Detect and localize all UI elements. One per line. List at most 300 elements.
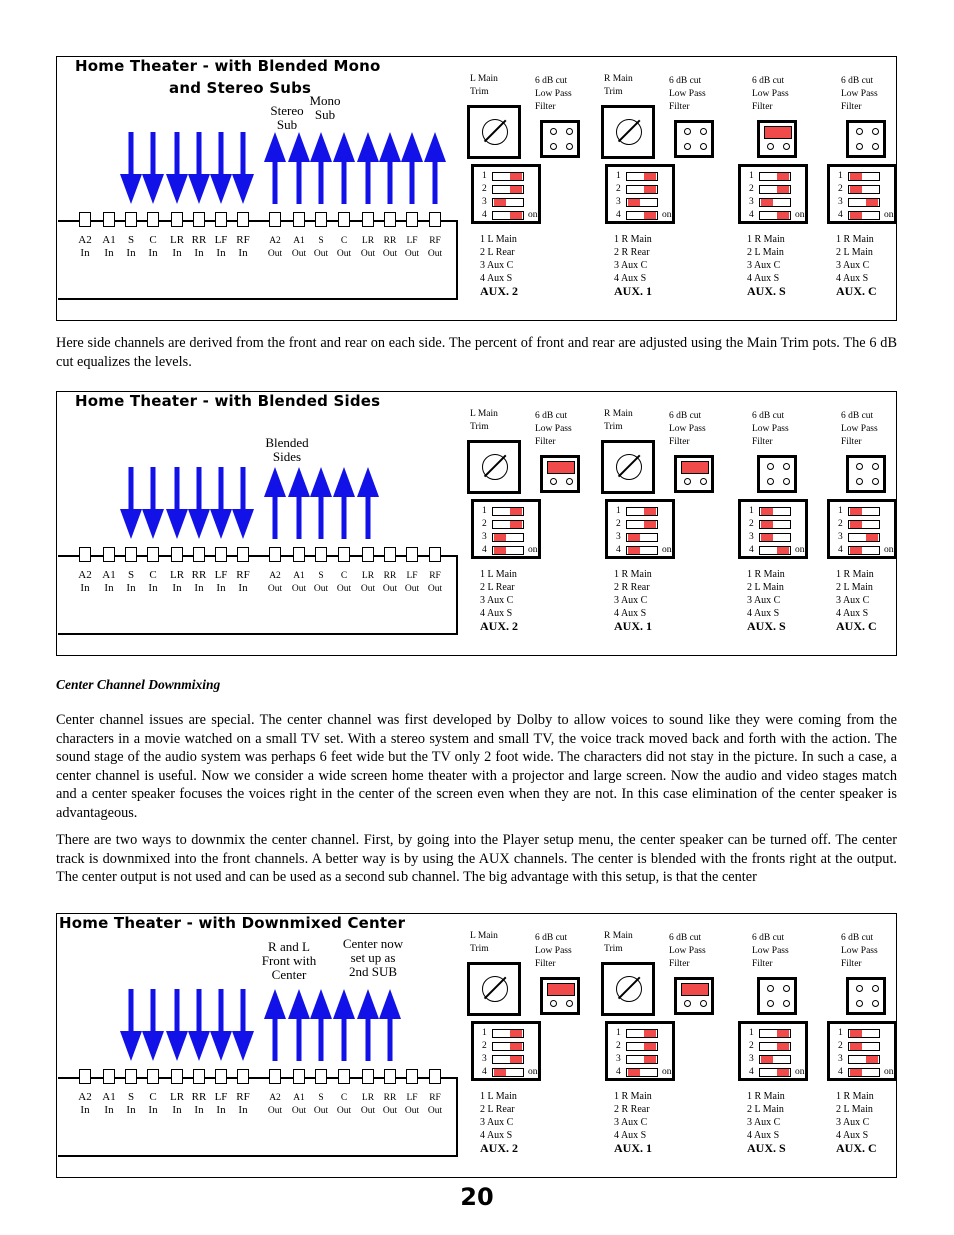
- filter-label-line: Filter: [535, 102, 556, 112]
- dip-toggle[interactable]: [759, 172, 791, 181]
- dip-number: 2: [482, 1041, 487, 1051]
- r-main-trim-pot[interactable]: [601, 105, 655, 159]
- diagram-note-line: Sub: [276, 117, 298, 132]
- dip-toggle[interactable]: [492, 520, 524, 529]
- input-jack-label: [187, 234, 211, 260]
- low-pass-filter-jumper[interactable]: [846, 977, 886, 1015]
- output-jack-label: [287, 1092, 311, 1118]
- filter-label-line: 6 dB cut: [669, 76, 702, 86]
- dip-toggle[interactable]: [759, 1042, 791, 1051]
- dip-toggle[interactable]: [626, 1055, 658, 1064]
- input-arrow-head: [210, 174, 232, 204]
- output-jack[interactable]: [362, 212, 374, 227]
- low-pass-filter-jumper[interactable]: [674, 120, 714, 158]
- dip-switch[interactable]: [827, 499, 897, 559]
- output-word: Out: [267, 249, 283, 259]
- dip-toggle[interactable]: [626, 1029, 658, 1038]
- low-pass-filter-jumper[interactable]: [757, 977, 797, 1015]
- dip-toggle-red: [644, 212, 656, 219]
- dip-toggle[interactable]: [759, 1055, 791, 1064]
- dip-toggle[interactable]: [848, 1029, 880, 1038]
- input-word: In: [216, 1104, 226, 1116]
- output-jack[interactable]: [269, 1069, 281, 1084]
- output-word: Out: [427, 249, 443, 259]
- r-main-trim-pot[interactable]: [601, 962, 655, 1016]
- dip-number: 1: [616, 506, 621, 516]
- output-word: Out: [382, 1106, 398, 1116]
- dip-on-label: on: [528, 1067, 538, 1077]
- output-jack-label: [356, 235, 380, 261]
- output-arrow-head: [333, 132, 355, 162]
- input-word: In: [194, 582, 204, 594]
- filter-label-line: Low Pass: [752, 946, 789, 956]
- input-jack-label: [73, 234, 97, 260]
- dip-toggle[interactable]: [626, 533, 658, 542]
- aux-mapping-line: 2 L Main: [836, 1104, 873, 1115]
- input-arrow-head: [232, 509, 254, 539]
- dip-toggle[interactable]: [848, 1042, 880, 1051]
- dip-on-label: on: [884, 210, 894, 220]
- output-word: Out: [404, 1106, 420, 1116]
- dip-toggle-red: [761, 199, 773, 206]
- dip-toggle-red: [850, 521, 862, 528]
- dip-toggle[interactable]: [626, 520, 658, 529]
- dip-toggle-red: [628, 547, 640, 554]
- dip-switch[interactable]: [605, 1021, 675, 1081]
- dip-toggle-red: [644, 508, 656, 515]
- input-jack[interactable]: [215, 547, 227, 562]
- output-jack[interactable]: [315, 1069, 327, 1084]
- output-arrow-head: [424, 132, 446, 162]
- dip-toggle-red: [510, 1056, 522, 1063]
- output-arrow-head: [357, 132, 379, 162]
- input-jack-label: [187, 1091, 211, 1117]
- input-word: In: [104, 247, 114, 259]
- dip-toggle[interactable]: [848, 533, 880, 542]
- input-jack[interactable]: [171, 1069, 183, 1084]
- low-pass-filter-label: [535, 75, 572, 114]
- dip-number: 4: [838, 210, 843, 220]
- jumper-pin: [700, 128, 707, 135]
- dip-toggle[interactable]: [848, 211, 880, 220]
- dip-on-label: on: [795, 545, 805, 555]
- aux-mapping-line: 3 Aux C: [836, 1117, 870, 1128]
- input-arrow-head: [166, 509, 188, 539]
- output-jack[interactable]: [429, 547, 441, 562]
- output-jack[interactable]: [406, 1069, 418, 1084]
- dip-switch[interactable]: [471, 1021, 541, 1081]
- filter-label-line: 6 dB cut: [669, 933, 702, 943]
- aux-mapping-line: 1 L Main: [480, 234, 517, 245]
- dip-toggle[interactable]: [626, 211, 658, 220]
- pot-dial: [482, 976, 508, 1002]
- input-jack[interactable]: [125, 1069, 137, 1084]
- dip-toggle[interactable]: [492, 1042, 524, 1051]
- output-arrow-head: [357, 989, 379, 1019]
- output-jack[interactable]: [269, 212, 281, 227]
- input-jack-label: [209, 234, 233, 260]
- dip-number: 3: [616, 197, 621, 207]
- dip-toggle[interactable]: [848, 172, 880, 181]
- filter-label-line: Filter: [841, 959, 862, 969]
- aux-channel-mapping: [614, 568, 652, 633]
- input-jack[interactable]: [125, 547, 137, 562]
- dip-toggle[interactable]: [759, 185, 791, 194]
- low-pass-filter-label: [841, 932, 878, 971]
- low-pass-filter-jumper[interactable]: [540, 977, 580, 1015]
- aux-channel-name: AUX. S: [747, 284, 786, 298]
- dip-toggle-red: [494, 547, 506, 554]
- output-word: Out: [291, 584, 307, 594]
- dip-toggle-red: [761, 534, 773, 541]
- dip-number: 3: [482, 197, 487, 207]
- output-jack[interactable]: [293, 547, 305, 562]
- input-jack[interactable]: [103, 1069, 115, 1084]
- dip-on-label: on: [884, 545, 894, 555]
- dip-toggle[interactable]: [492, 211, 524, 220]
- output-word: Out: [313, 249, 329, 259]
- aux-mapping-line: 4 Aux S: [614, 608, 647, 619]
- diagram-title: Home Theater - with Blended Mono: [75, 57, 381, 75]
- low-pass-filter-jumper[interactable]: [540, 120, 580, 158]
- input-jack-label: [209, 1091, 233, 1117]
- dip-number: 2: [482, 184, 487, 194]
- aux-mapping-line: 4 Aux S: [836, 273, 869, 284]
- dip-toggle-red: [866, 199, 878, 206]
- dip-toggle[interactable]: [626, 507, 658, 516]
- dip-number: 1: [616, 171, 621, 181]
- pot-dial: [616, 119, 642, 145]
- input-channel-name: RR: [191, 1091, 207, 1103]
- diagram-note-line: Sub: [314, 107, 336, 122]
- dip-toggle[interactable]: [759, 1068, 791, 1077]
- jumper-pin: [684, 143, 691, 150]
- output-word: Out: [427, 584, 443, 594]
- input-jack[interactable]: [193, 547, 205, 562]
- output-arrow-head: [264, 989, 286, 1019]
- input-jack[interactable]: [171, 547, 183, 562]
- r-main-trim-label: [604, 73, 633, 99]
- jumper-pin: [566, 1000, 573, 1007]
- dip-switch[interactable]: [605, 499, 675, 559]
- dip-toggle[interactable]: [626, 546, 658, 555]
- aux-channel-name: AUX. 1: [614, 619, 652, 633]
- input-jack[interactable]: [237, 547, 249, 562]
- input-jack[interactable]: [79, 212, 91, 227]
- jumper-pin: [872, 478, 879, 485]
- dip-number: 4: [749, 1067, 754, 1077]
- l-main-trim-pot[interactable]: [467, 440, 521, 494]
- input-word: In: [238, 1104, 248, 1116]
- filter-label-line: Low Pass: [669, 89, 706, 99]
- input-jack[interactable]: [147, 547, 159, 562]
- output-jack-label: [309, 570, 333, 596]
- input-jack[interactable]: [215, 1069, 227, 1084]
- dip-toggle-red: [777, 547, 789, 554]
- input-jack[interactable]: [193, 212, 205, 227]
- dip-number: 4: [749, 545, 754, 555]
- input-jack[interactable]: [193, 1069, 205, 1084]
- output-channel-name: S: [318, 571, 324, 581]
- dip-toggle[interactable]: [626, 198, 658, 207]
- output-jack[interactable]: [406, 212, 418, 227]
- l-main-trim-pot[interactable]: [467, 105, 521, 159]
- input-jack[interactable]: [237, 1069, 249, 1084]
- dip-toggle-red: [761, 521, 773, 528]
- dip-toggle[interactable]: [759, 198, 791, 207]
- dip-number: 1: [616, 1028, 621, 1038]
- jumper-pin: [767, 463, 774, 470]
- dip-toggle[interactable]: [848, 198, 880, 207]
- output-word: Out: [360, 1106, 376, 1116]
- l-main-trim-label-line: L Main: [470, 74, 498, 84]
- low-pass-filter-label: [752, 932, 789, 971]
- dip-number: 3: [749, 1054, 754, 1064]
- dip-toggle[interactable]: [626, 1042, 658, 1051]
- input-channel-name: A2: [78, 1091, 92, 1103]
- input-channel-name: LF: [214, 569, 228, 581]
- dip-number: 3: [482, 532, 487, 542]
- output-channel-name: RF: [429, 236, 441, 246]
- diagram-note-line: Stereo: [270, 103, 304, 118]
- dip-on-label: on: [662, 210, 672, 220]
- dip-switch[interactable]: [827, 164, 897, 224]
- dip-toggle-red: [628, 534, 640, 541]
- input-arrow-head: [142, 174, 164, 204]
- dip-number: 2: [616, 1041, 621, 1051]
- dip-toggle-red: [494, 1069, 506, 1076]
- dip-toggle-red: [777, 212, 789, 219]
- output-jack[interactable]: [293, 1069, 305, 1084]
- dip-toggle[interactable]: [759, 507, 791, 516]
- page-number: 20: [460, 1183, 494, 1211]
- dip-toggle-red: [510, 186, 522, 193]
- dip-switch[interactable]: [738, 1021, 808, 1081]
- dip-switch[interactable]: [827, 1021, 897, 1081]
- r-main-trim-pot[interactable]: [601, 440, 655, 494]
- dip-toggle[interactable]: [759, 546, 791, 555]
- dip-toggle[interactable]: [848, 520, 880, 529]
- output-channel-name: RR: [383, 236, 397, 246]
- output-jack-label: [378, 1092, 402, 1118]
- output-jack[interactable]: [315, 212, 327, 227]
- dip-toggle[interactable]: [759, 520, 791, 529]
- input-jack-label: [97, 569, 121, 595]
- dip-toggle[interactable]: [492, 507, 524, 516]
- dip-number: 4: [482, 545, 487, 555]
- jumper-pin: [700, 478, 707, 485]
- dip-on-label: on: [662, 1067, 672, 1077]
- signal-arrows: [57, 57, 457, 217]
- dip-toggle[interactable]: [848, 1068, 880, 1077]
- input-jack[interactable]: [171, 212, 183, 227]
- jumper-pin: [856, 478, 863, 485]
- diagram-note-line: R and L: [268, 939, 310, 954]
- low-pass-filter-jumper[interactable]: [846, 120, 886, 158]
- dip-number: 2: [616, 184, 621, 194]
- dip-toggle[interactable]: [492, 1055, 524, 1064]
- output-channel-name: A1: [293, 236, 305, 246]
- dip-toggle[interactable]: [626, 185, 658, 194]
- output-arrow-head: [288, 132, 310, 162]
- dip-toggle[interactable]: [626, 172, 658, 181]
- dip-toggle[interactable]: [848, 507, 880, 516]
- dip-toggle-red: [866, 534, 878, 541]
- dip-toggle-red: [777, 1030, 789, 1037]
- dip-toggle-red: [850, 508, 862, 515]
- pot-dial: [616, 454, 642, 480]
- dip-number: 2: [838, 1041, 843, 1051]
- diagram-title: Home Theater - with Downmixed Center: [59, 914, 406, 932]
- output-jack[interactable]: [384, 212, 396, 227]
- dip-toggle[interactable]: [848, 1055, 880, 1064]
- aux-channel-mapping: [480, 233, 518, 298]
- r-main-trim-label-line: Trim: [604, 422, 623, 432]
- input-arrow-head: [232, 1031, 254, 1061]
- jumper-pin: [684, 478, 691, 485]
- input-channel-name: LF: [214, 234, 228, 246]
- dip-on-label: on: [528, 545, 538, 555]
- dip-on-label: on: [795, 210, 805, 220]
- output-jack[interactable]: [338, 1069, 350, 1084]
- dip-switch[interactable]: [471, 164, 541, 224]
- aux-channel-name: AUX. C: [836, 284, 877, 298]
- output-jack[interactable]: [362, 1069, 374, 1084]
- input-arrow-head: [210, 1031, 232, 1061]
- dip-number: 3: [838, 197, 843, 207]
- dip-switch[interactable]: [605, 164, 675, 224]
- dip-toggle-red: [510, 508, 522, 515]
- input-jack[interactable]: [79, 547, 91, 562]
- dip-toggle-red: [850, 212, 862, 219]
- output-jack-label: [378, 570, 402, 596]
- output-jack[interactable]: [315, 547, 327, 562]
- input-jack[interactable]: [125, 212, 137, 227]
- dip-toggle[interactable]: [492, 1068, 524, 1077]
- output-jack[interactable]: [384, 547, 396, 562]
- aux-mapping-line: 2 L Main: [747, 1104, 784, 1115]
- diagram-note-line: 2nd SUB: [348, 964, 398, 979]
- output-jack[interactable]: [429, 212, 441, 227]
- dip-toggle[interactable]: [492, 198, 524, 207]
- dip-switch[interactable]: [471, 499, 541, 559]
- input-word: In: [238, 247, 248, 259]
- low-pass-filter-jumper[interactable]: [674, 977, 714, 1015]
- input-jack[interactable]: [103, 212, 115, 227]
- aux-mapping-line: 2 R Rear: [614, 582, 650, 593]
- dip-number: 2: [749, 519, 754, 529]
- output-jack[interactable]: [269, 547, 281, 562]
- dip-toggle[interactable]: [626, 1068, 658, 1077]
- output-word: Out: [336, 249, 352, 259]
- output-jack[interactable]: [384, 1069, 396, 1084]
- output-jack[interactable]: [429, 1069, 441, 1084]
- dip-toggle[interactable]: [848, 546, 880, 555]
- dip-toggle[interactable]: [759, 1029, 791, 1038]
- dip-toggle[interactable]: [759, 211, 791, 220]
- low-pass-filter-jumper[interactable]: [757, 120, 797, 158]
- l-main-trim-pot[interactable]: [467, 962, 521, 1016]
- output-word: Out: [360, 584, 376, 594]
- dip-switch[interactable]: [738, 164, 808, 224]
- output-jack[interactable]: [362, 547, 374, 562]
- output-jack[interactable]: [338, 547, 350, 562]
- low-pass-filter-jumper[interactable]: [846, 455, 886, 493]
- signal-arrows: [57, 392, 457, 552]
- aux-mapping-line: 4 Aux S: [614, 1130, 647, 1141]
- low-pass-filter-jumper[interactable]: [757, 455, 797, 493]
- jumper-pin: [783, 463, 790, 470]
- dip-toggle[interactable]: [492, 1029, 524, 1038]
- diagram-note: [305, 94, 345, 122]
- dip-toggle-red: [850, 1043, 862, 1050]
- dip-toggle-red: [644, 1030, 656, 1037]
- l-main-trim-label-line: Trim: [470, 87, 489, 97]
- dip-number: 4: [838, 545, 843, 555]
- input-jack[interactable]: [237, 212, 249, 227]
- input-jack[interactable]: [103, 547, 115, 562]
- output-arrow-head: [288, 467, 310, 497]
- output-jack[interactable]: [406, 547, 418, 562]
- input-arrow-head: [142, 509, 164, 539]
- l-main-trim-label-line: Trim: [470, 422, 489, 432]
- filter-label-line: 6 dB cut: [841, 76, 874, 86]
- aux-mapping-line: 4 Aux S: [614, 273, 647, 284]
- dip-toggle[interactable]: [492, 172, 524, 181]
- filter-label-line: Low Pass: [841, 946, 878, 956]
- input-channel-name: S: [127, 234, 135, 246]
- output-jack[interactable]: [338, 212, 350, 227]
- input-jack-label: [73, 1091, 97, 1117]
- jumper-pin: [566, 128, 573, 135]
- input-word: In: [216, 247, 226, 259]
- dip-number: 4: [482, 1067, 487, 1077]
- input-jack[interactable]: [79, 1069, 91, 1084]
- aux-channel-mapping: [747, 1090, 786, 1155]
- r-main-trim-label-line: R Main: [604, 931, 633, 941]
- dip-toggle-red: [644, 521, 656, 528]
- jumper-pin: [872, 463, 879, 470]
- dip-switch[interactable]: [738, 499, 808, 559]
- input-jack[interactable]: [215, 212, 227, 227]
- output-jack-label: [263, 1092, 287, 1118]
- jumper-pin: [700, 1000, 707, 1007]
- output-word: Out: [267, 1106, 283, 1116]
- input-word: In: [104, 582, 114, 594]
- dip-toggle[interactable]: [848, 185, 880, 194]
- dip-toggle[interactable]: [759, 533, 791, 542]
- input-jack[interactable]: [147, 212, 159, 227]
- aux-channel-mapping: [747, 568, 786, 633]
- aux-mapping-line: 1 R Main: [747, 234, 785, 245]
- dip-toggle[interactable]: [492, 185, 524, 194]
- low-pass-filter-label: [535, 932, 572, 971]
- input-jack-label: [231, 234, 255, 260]
- dip-toggle[interactable]: [492, 533, 524, 542]
- dip-on-label: on: [795, 1067, 805, 1077]
- dip-toggle[interactable]: [492, 546, 524, 555]
- aux-channel-name: AUX. 2: [480, 1141, 518, 1155]
- input-channel-name: A1: [102, 1091, 116, 1103]
- jumper-pin: [767, 1000, 774, 1007]
- low-pass-filter-jumper[interactable]: [540, 455, 580, 493]
- low-pass-filter-jumper[interactable]: [674, 455, 714, 493]
- pot-dial: [482, 119, 508, 145]
- input-jack[interactable]: [147, 1069, 159, 1084]
- output-jack[interactable]: [293, 212, 305, 227]
- dip-number: 2: [616, 519, 621, 529]
- dip-toggle-red: [644, 186, 656, 193]
